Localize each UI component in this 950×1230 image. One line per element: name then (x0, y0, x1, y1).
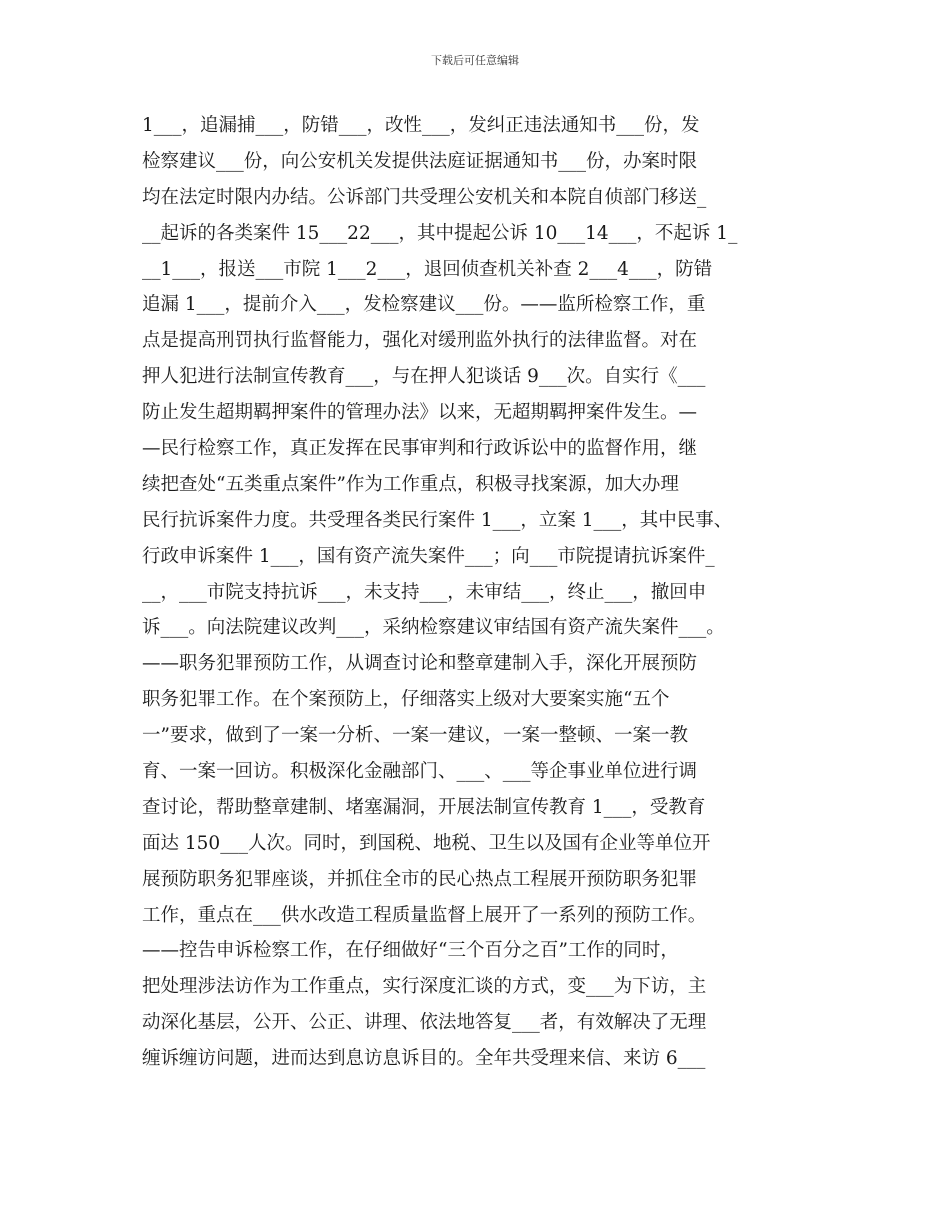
text-line: 民行抗诉案件力度。共受理各类民行案件 1___，立案 1___，其中民事、 (142, 509, 733, 531)
text-line: 查讨论，帮助整章建制、堵塞漏洞，开展法制宣传教育 1___，受教育 (142, 796, 706, 818)
text-line: 面达 150___人次。同时，到国税、地税、卫生以及国有企业等单位开 (142, 832, 711, 854)
text-line: 检察建议___份，向公安机关发提供法庭证据通知书___份，办案时限 (142, 150, 698, 172)
text-line: 育、一案一回访。积极深化金融部门、___、___等企事业单位进行调 (142, 761, 698, 783)
text-line: 缠诉缠访问题，进而达到息访息诉目的。全年共受理来信、来访 6___ (142, 1048, 706, 1070)
text-line: 诉___。向法院建议改判___，采纳检察建议审结国有资产流失案件___。 (142, 617, 725, 639)
text-line: 把处理涉法访作为工作重点，实行深度汇谈的方式，变___为下访，主 (142, 976, 707, 998)
page-header-note: 下载后可任意编辑 (431, 54, 519, 67)
text-line: —民行检察工作，真正发挥在民事审判和行政诉讼中的监督作用，继 (142, 438, 698, 460)
text-line: __起诉的各类案件 15___22___，其中提起公诉 10___14___，不起诉 1_ (142, 222, 738, 244)
text-line: 均在法定时限内办结。公诉部门共受理公安机关和本院自侦部门移送_ (142, 186, 707, 208)
text-line: 动深化基层，公开、公正、讲理、依法地答复___者，有效解决了无理 (142, 1012, 707, 1034)
text-line: 点是提高刑罚执行监督能力，强化对缓刑监外执行的法律监督。对在 (142, 330, 698, 352)
text-line: ——职务犯罪预防工作，从调查讨论和整章建制入手，深化开展预防 (142, 653, 698, 675)
text-line: 1___，追漏捕___，防错___，改性___，发纠正违法通知书___份，发 (142, 115, 700, 136)
document-body (142, 108, 832, 1077)
text-line: 展预防职务犯罪座谈，并抓住全市的民心热点工程展开预防职务犯罪 (142, 868, 698, 890)
text-line: 续把查处“五类重点案件”作为工作重点，积极寻找案源，加大办理 (142, 473, 679, 495)
text-line: 职务犯罪工作。在个案预防上，仔细落实上级对大要案实施“五个 (142, 689, 670, 711)
text-line: 押人犯进行法制宣传教育___，与在押人犯谈话 9___次。自实行《___ (142, 366, 706, 388)
text-line: 一”要求，做到了一案一分析、一案一建议，一案一整顿、一案一教 (142, 725, 688, 747)
text-line: 工作，重点在___供水改造工程质量监督上展开了一系列的预防工作。 (142, 904, 707, 926)
text-line: __，___市院支持抗诉___，未支持___，未审结___，终止___，撤回申 (142, 581, 707, 603)
text-line: 追漏 1___，提前介入___，发检察建议___份。——监所检察工作，重 (142, 294, 706, 316)
text-line: 防止发生超期羁押案件的管理办法》以来，无超期羁押案件发生。— (142, 402, 698, 424)
text-line: 行政申诉案件 1___，国有资产流失案件___；向___市院提请抗诉案件_ (142, 545, 715, 567)
text-line: __1___，报送___市院 1___2___，退回侦查机关补查 2___4___，防错 (142, 258, 713, 280)
text-line: ——控告申诉检察工作，在仔细做好“三个百分之百”工作的同时， (142, 940, 679, 962)
